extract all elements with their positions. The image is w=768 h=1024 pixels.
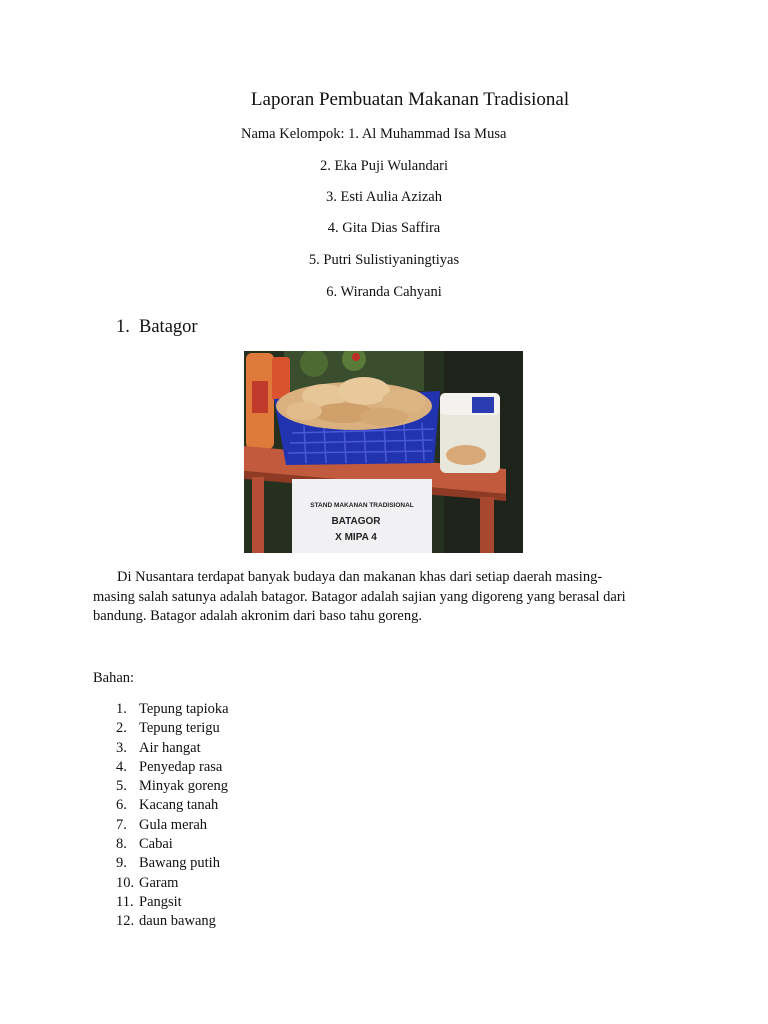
photo-sign-line-1: STAND MAKANAN TRADISIONAL	[310, 502, 414, 509]
list-item: 9. Bawang putih	[116, 855, 220, 872]
member-1: 1. Al Muhammad Isa Musa	[348, 126, 507, 142]
ingredients-label: Bahan:	[93, 670, 135, 686]
list-item: 10. Garam	[116, 874, 179, 891]
description-paragraph	[93, 568, 673, 627]
ingredients-list	[116, 700, 229, 932]
list-item: 3. Air hangat	[116, 739, 201, 756]
paragraph-line-1: Di Nusantara terdapat banyak budaya dan makanan khas dari setiap daerah masing-	[117, 569, 603, 585]
member-4: 4. Gita Dias Saffira	[327, 220, 441, 236]
photo-sign-line-2: BATAGOR	[331, 516, 381, 527]
list-item: 1. Tepung tapioka	[116, 701, 229, 717]
member-5: 5. Putri Sulistiyaningtiyas	[308, 252, 460, 268]
list-item: 11. Pangsit	[116, 893, 182, 910]
section-title: Batagor	[139, 317, 198, 337]
member-3: 3. Esti Aulia Azizah	[326, 189, 442, 205]
list-item: 2. Tepung terigu	[116, 720, 220, 737]
section-heading	[116, 316, 198, 338]
document-title: Laporan Pembuatan Makanan Tradisional	[250, 89, 570, 110]
paragraph-line-2: masing salah satunya adalah batagor. Batagor adalah sajian yang digoreng yang berasal dari	[93, 588, 626, 605]
list-item: 4. Penyedap rasa	[116, 758, 223, 775]
member-2: 2. Eka Puji Wulandari	[319, 158, 448, 174]
list-item: 12. daun bawang	[116, 913, 216, 930]
list-item: 6. Kacang tanah	[116, 797, 219, 814]
member-6: 6. Wiranda Cahyani	[326, 284, 442, 300]
list-item: 8. Cabai	[116, 836, 173, 853]
section-number: 1.	[116, 317, 130, 337]
batagor-photo	[244, 351, 523, 553]
group-members-first-line	[241, 125, 506, 143]
paragraph-line-3: bandung. Batagor adalah akronim dari baso tahu goreng.	[93, 608, 422, 624]
photo-sign-line-3: X MIPA 4	[335, 532, 377, 543]
group-label: Nama Kelompok:	[241, 126, 345, 142]
list-item: 7. Gula merah	[116, 816, 208, 833]
list-item: 5. Minyak goreng	[116, 778, 228, 795]
